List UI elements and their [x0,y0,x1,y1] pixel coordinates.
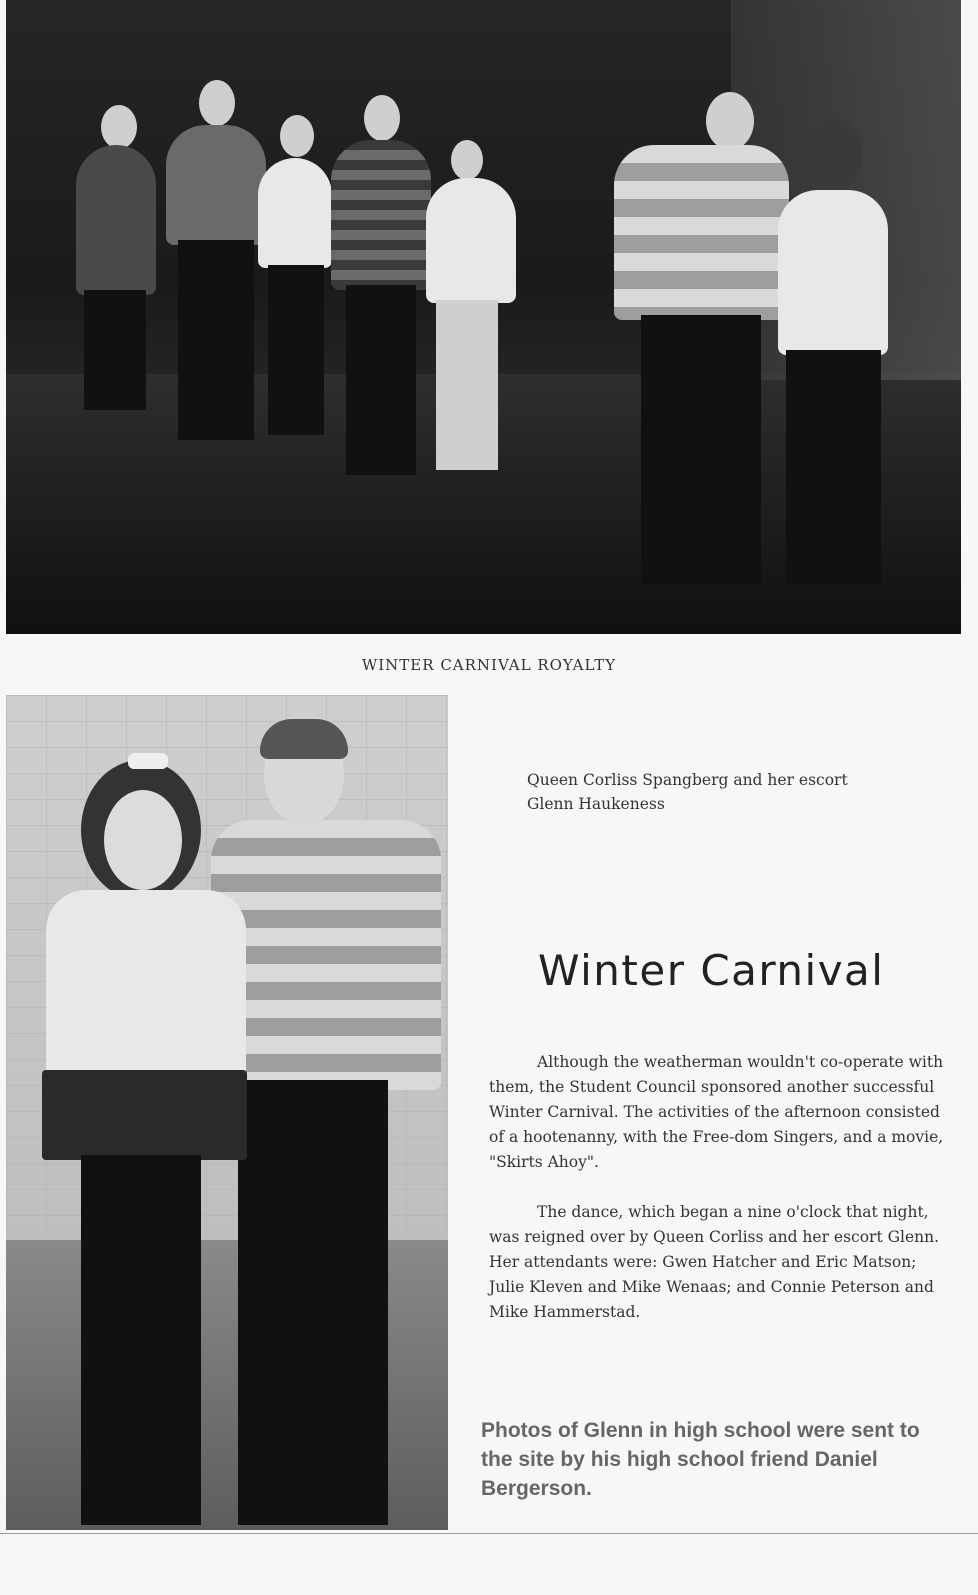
escort-hair [260,719,348,759]
queen-caption [527,768,848,816]
article-paragraph [489,1200,944,1325]
royalty-procession-photo [6,0,961,634]
person-sweater [331,140,431,290]
person-suit [76,145,156,295]
person-pants [346,285,416,475]
person-pants [84,290,146,410]
escort-pants [238,1080,388,1525]
article-title: Winter Carnival [538,946,885,995]
person-pants [268,265,324,435]
queen-pants [81,1155,201,1525]
person-sweater [778,190,888,355]
queen-sweater [46,890,246,1080]
person-head [364,95,400,141]
person-head [706,92,754,150]
queen-skirt [42,1070,247,1160]
queen-face [104,790,182,890]
person-pants [641,315,761,585]
person-head [199,80,235,126]
paragraph-text: Although the weatherman wouldn't co-operate with them, the Student Council sponsored another successful Winter Carnival. The activities of the afternoon consisted of a hootenanny, with the Free-dom Singers, and a movie, "Skirts Ahoy". [489,1053,944,1171]
person-pants [178,240,254,440]
person-sweater [258,158,332,268]
person-sweater [426,178,516,303]
page-divider [0,1533,978,1534]
queen-caption-line: Glenn Haukeness [527,795,665,813]
person-head [801,118,863,192]
tiara-icon [128,753,168,769]
article-paragraph [489,1050,944,1175]
photo-credit-note: Photos of Glenn in high school were sent to the site by his high school friend Daniel Bergerson. [481,1419,920,1500]
person-head [280,115,314,157]
person-head [101,105,137,149]
photo-caption-royalty: WINTER CARNIVAL ROYALTY [361,656,617,674]
person-striped-sweater [614,145,789,320]
person-pants [786,350,881,585]
person-sweater [166,125,266,245]
queen-caption-line: Queen Corliss Spangberg and her escort [527,771,848,789]
person-pants [436,300,498,470]
queen-and-escort-photo [6,695,448,1530]
person-head [451,140,483,180]
paragraph-text: The dance, which began a nine o'clock that night, was reigned over by Queen Corliss and her escort Glenn. Her attendants were: Gwen Hatcher and Eric Matson; Julie Kleven and Mike Wenaas; and Connie Peterson and Mike Hammerstad. [489,1203,940,1321]
